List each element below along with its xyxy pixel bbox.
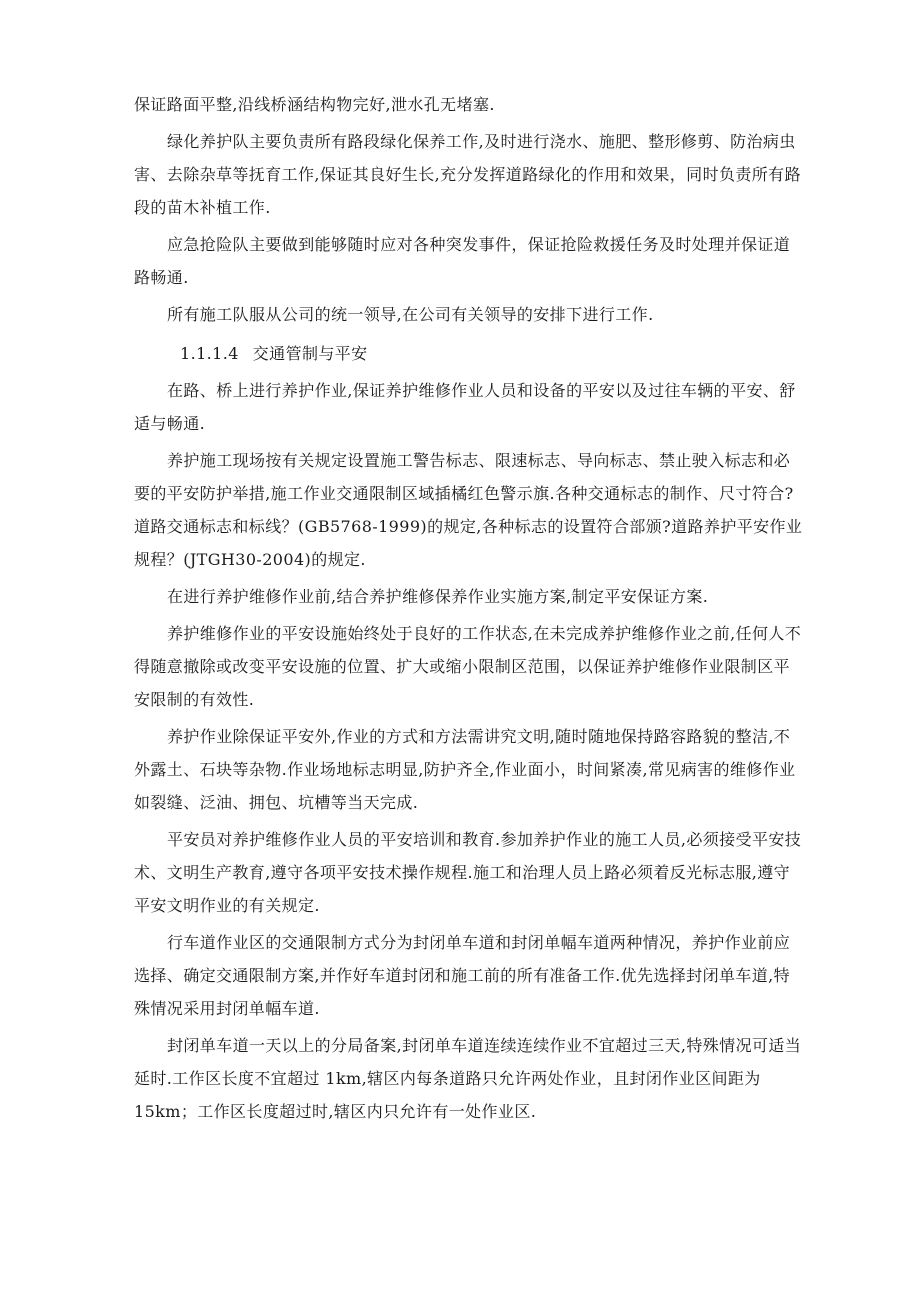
paragraph-safety-training: 平安员对养护维修作业人员的平安培训和教育.参加养护作业的施工人员,必须接受平安技术、文明生产教育,遵守各项平安技术操作规程.施工和治理人员上路必须着反光标志服,遵守平安文明作业的有关规定.: [134, 830, 802, 915]
paragraph-maintenance-safety: 在路、桥上进行养护作业,保证养护维修作业人员和设备的平安以及过往车辆的平安、舒适与畅通.: [134, 381, 796, 433]
paragraph-safety-plan: 在进行养护维修作业前,结合养护维修保养作业实施方案,制定平安保证方案.: [167, 587, 709, 606]
paragraph-closure-rules: 封闭单车道一天以上的分局备案,封闭单车道连续连续作业不宜超过三天,特殊情况可适当延时.工作区长度不宜超过 1km,辖区内每条道路只允许两处作业，且封闭作业区间距为 15km；工作区长度超过时,辖区内只允许有一处作业区.: [134, 1036, 802, 1121]
document-body: [134, 88, 804, 1132]
paragraph-continuation: 保证路面平整,沿线桥涵结构物完好,泄水孔无堵塞.: [134, 95, 495, 114]
section-title: 交通管制与平安: [252, 344, 368, 363]
paragraph-emergency-team: 应急抢险队主要做到能够随时应对各种突发事件，保证抢险救援任务及时处理并保证道路畅通.: [134, 235, 791, 287]
paragraph-safety-facilities: 养护维修作业的平安设施始终处于良好的工作状态,在未完成养护维修作业之前,任何人不得随意撤除或改变平安设施的位置、扩大或缩小限制区范围，以保证养护维修作业限制区平安限制的有效性.: [134, 624, 802, 709]
paragraph-company-leadership: 所有施工队服从公司的统一领导,在公司有关领导的安排下进行工作.: [167, 305, 654, 324]
paragraph-greening-team: 绿化养护队主要负责所有路段绿化保养工作,及时进行浇水、施肥、整形修剪、防治病虫害、去除杂草等抚育工作,保证其良好生长,充分发挥道路绿化的作用和效果，同时负责所有路段的苗木补植工作.: [134, 132, 801, 217]
paragraph-warning-signs: 养护施工现场按有关规定设置施工警告标志、限速标志、导向标志、禁止驶入标志和必要的平安防护举措,施工作业交通限制区域插橘红色警示旗.各种交通标志的制作、尺寸符合?道路交通标志和标线？(GB5768-1999)的规定,各种标志的设置符合部颁?道路养护平安作业规程？(JTGH30-2004)的规定.: [134, 451, 803, 569]
section-heading: [134, 337, 804, 370]
section-number: 1.1.1.4: [180, 344, 239, 363]
paragraph-lane-closure: 行车道作业区的交通限制方式分为封闭单车道和封闭单幅车道两种情况，养护作业前应选择、确定交通限制方案,并作好车道封闭和施工前的所有准备工作.优先选择封闭单车道,特殊情况采用封闭单幅车道.: [134, 933, 791, 1018]
paragraph-civilized-work: 养护作业除保证平安外,作业的方式和方法需讲究文明,随时随地保持路容路貌的整洁,不外露土、石块等杂物.作业场地标志明显,防护齐全,作业面小，时间紧凑,常见病害的维修作业如裂缝、泛油、拥包、坑槽等当天完成.: [134, 727, 796, 812]
